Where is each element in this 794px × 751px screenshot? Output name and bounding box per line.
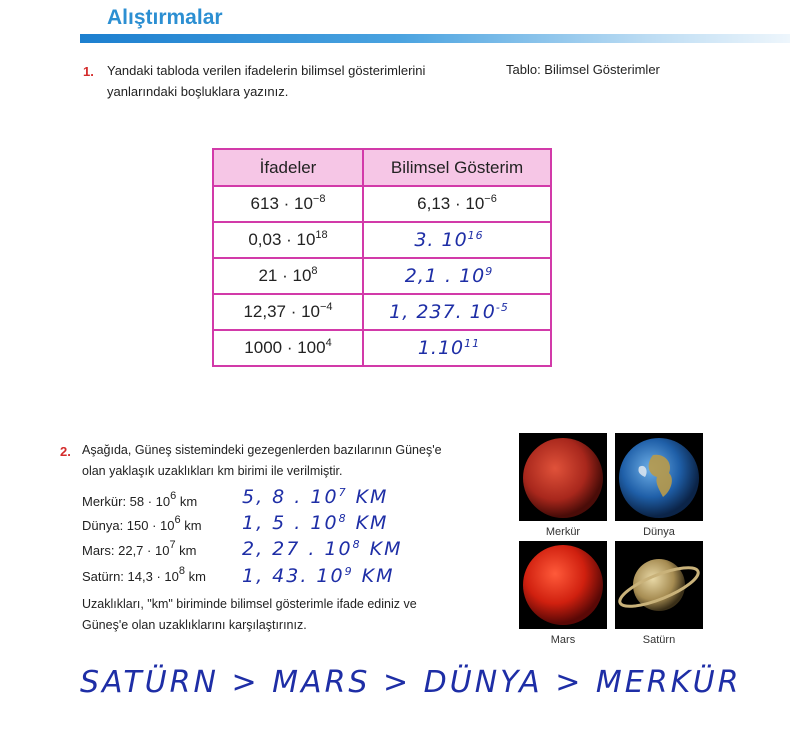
planet-distance-mars: Mars: $22,7 \cdot 10^7$ km bbox=[82, 539, 197, 558]
answer-cell bbox=[363, 222, 551, 258]
table-row bbox=[213, 294, 551, 330]
saturn-caption: Satürn bbox=[642, 634, 676, 646]
table-row bbox=[213, 330, 551, 366]
planet-distance-dunya: Dünya: $150 \cdot 10^6$ km bbox=[82, 514, 202, 533]
mars-caption: Mars bbox=[550, 634, 576, 646]
question-2-line-2: olan yaklaşık uzaklıkları km birimi ile verilmiştir. bbox=[82, 464, 343, 478]
handwritten-answer: 1, 237. $10^{-5}$ bbox=[389, 301, 509, 323]
expression-cell: $613 \cdot 10^{-8}$ bbox=[213, 186, 363, 222]
question-1-line-1: Yandaki tabloda verilen ifadelerin bilimsel gösterimlerini bbox=[107, 63, 426, 78]
handwritten-answer: 3. $10^{16}$ bbox=[414, 229, 484, 251]
table-header-expressions: İfadeler bbox=[213, 149, 363, 186]
answer-cell: $6,13 \cdot 10^{-6}$ bbox=[363, 186, 551, 222]
table-row bbox=[213, 186, 551, 222]
planet-distance-saturn: Satürn: $14,3 \cdot 10^8$ km bbox=[82, 565, 206, 584]
expression-cell: $1000 \cdot 100^4$ bbox=[213, 330, 363, 366]
question-2-instructions bbox=[82, 594, 417, 636]
question-2-line-1: Aşağıda, Güneş sistemindeki gezegenlerden bazılarının Güneş'e bbox=[82, 443, 442, 457]
table-caption: Tablo: Bilimsel Gösterimler bbox=[506, 62, 660, 77]
earth-photo bbox=[615, 433, 703, 521]
handwritten-answer: 2,1 . $10^9$ bbox=[404, 265, 494, 287]
handwritten-answer: 1.10$^{11}$ bbox=[417, 337, 481, 359]
question-1-number: 1. bbox=[83, 64, 94, 79]
table-header-row bbox=[213, 149, 551, 186]
mercury-photo bbox=[519, 433, 607, 521]
planet-distance-merkur: Merkür: $58 \cdot 10^6$ km bbox=[82, 490, 198, 509]
earth-caption: Dünya bbox=[643, 526, 675, 538]
scientific-notation-table bbox=[212, 148, 552, 367]
mars-photo bbox=[519, 541, 607, 629]
expression-cell: $0,03 \cdot 10^{18}$ bbox=[213, 222, 363, 258]
answer-cell bbox=[363, 330, 551, 366]
expression-cell: $21 \cdot 10^8$ bbox=[213, 258, 363, 294]
handwritten-comparison: SATÜRN > MARS > DÜNYA > MERKÜR bbox=[80, 665, 742, 700]
question-1-text bbox=[107, 60, 425, 102]
question-1-line-2: yanlarındaki boşluklara yazınız. bbox=[107, 84, 289, 99]
question-2-text bbox=[82, 440, 442, 482]
saturn-photo bbox=[615, 541, 703, 629]
question-2-number: 2. bbox=[60, 444, 71, 459]
table-row bbox=[213, 222, 551, 258]
section-title: Alıştırmalar bbox=[107, 6, 223, 29]
expression-cell: $12,37 \cdot 10^{-4}$ bbox=[213, 294, 363, 330]
handwritten-answer-dunya: 1, 5 . $10^8$ KM bbox=[242, 512, 389, 534]
mercury-caption: Merkür bbox=[545, 526, 581, 538]
answer-cell bbox=[363, 294, 551, 330]
handwritten-answer-mars: 2, 27 . $10^8$ KM bbox=[242, 538, 403, 560]
title-bar bbox=[80, 34, 790, 43]
handwritten-answer-saturn: 1, 43. $10^9$ KM bbox=[242, 565, 395, 587]
table-header-scientific: Bilimsel Gösterim bbox=[363, 149, 551, 186]
handwritten-answer-merkur: 5, 8 . $10^7$ KM bbox=[242, 486, 389, 508]
question-2-instruction-2: Güneş'e olan uzaklıklarını karşılaştırınız. bbox=[82, 618, 307, 632]
question-2-instruction-1: Uzaklıkları, "km" biriminde bilimsel gösterimle ifade ediniz ve bbox=[82, 597, 417, 611]
answer-cell bbox=[363, 258, 551, 294]
table-row bbox=[213, 258, 551, 294]
